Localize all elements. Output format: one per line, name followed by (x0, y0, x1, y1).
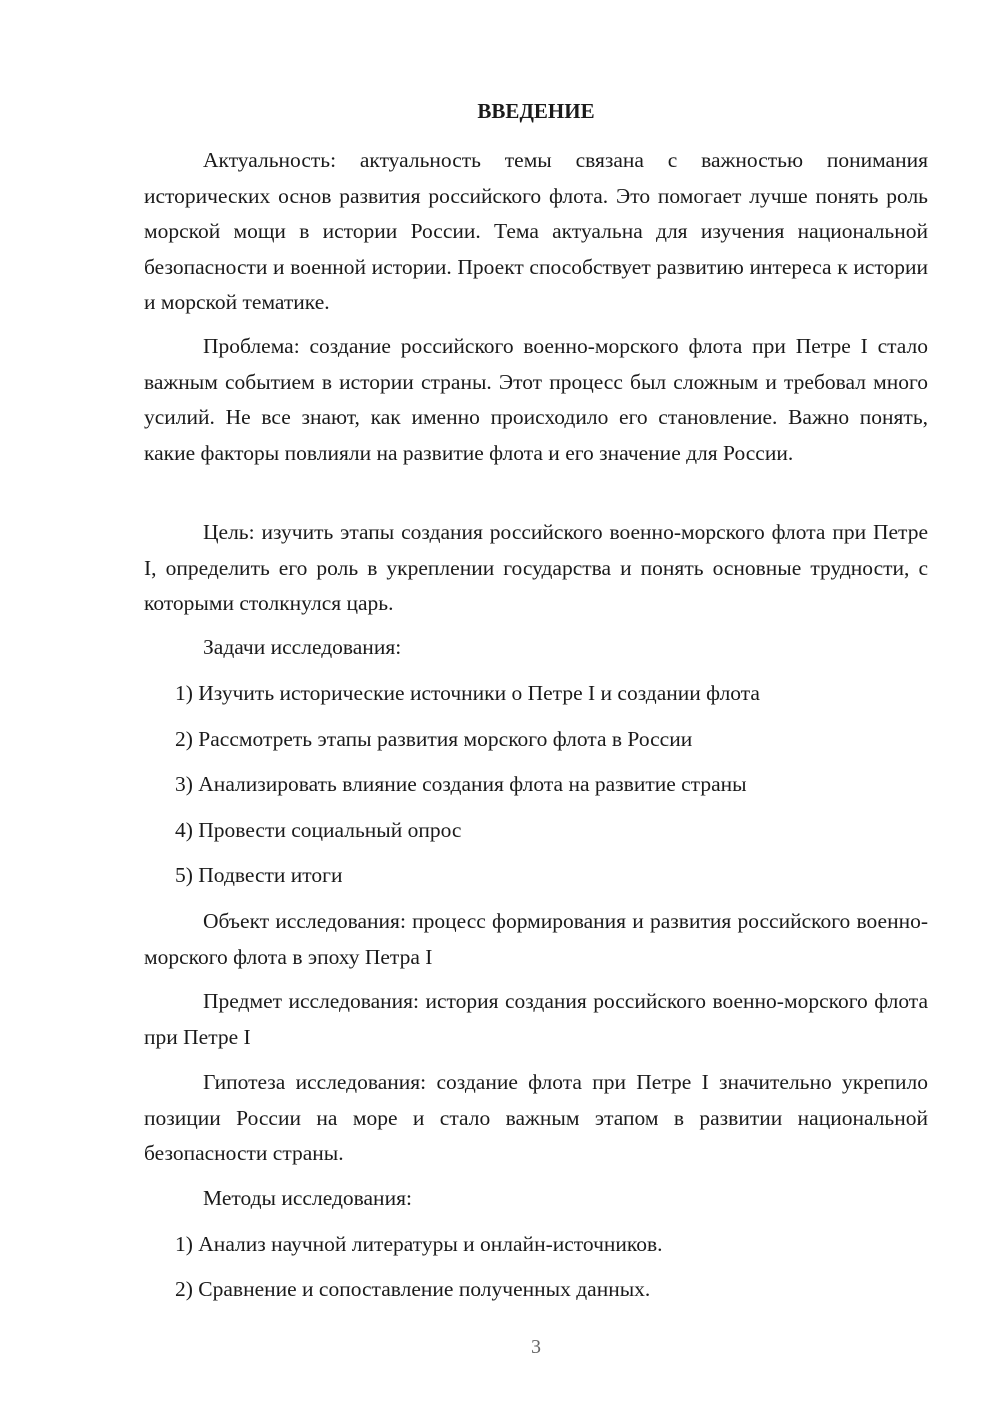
task-item-1: 1) Изучить исторические источники о Петре I и создании флота (175, 681, 760, 705)
hypothesis-paragraph: Гипотеза исследования: создание флота при Петре I значительно укрепило позиции России на море и стало важным этапом в развитии национальной безопасности страны. (144, 1070, 928, 1165)
method-item-2: 2) Сравнение и сопоставление полученных данных. (175, 1277, 651, 1301)
section-title: ВВЕДЕНИЕ (477, 99, 595, 123)
relevance-paragraph: Актуальность: актуальность темы связана с важностью понимания исторических основ развития российского флота. Это помогает лучше понять роль морской мощи в истории России. Тема актуальна для изучения национальной безопасности и военной истории. Проект способствует развитию интереса к истории и морской тематике. (144, 148, 928, 314)
object-paragraph: Объект исследования: процесс формирования и развития российского военно-морского флота в эпоху Петра I (144, 909, 928, 969)
task-item-3: 3) Анализировать влияние создания флота на развитие страны (175, 772, 747, 796)
task-item-4: 4) Провести социальный опрос (175, 818, 462, 842)
page-number: 3 (531, 1336, 541, 1358)
task-item-2: 2) Рассмотреть этапы развития морского флота в России (175, 727, 693, 751)
task-item-5: 5) Подвести итоги (175, 863, 343, 887)
subject-paragraph: Предмет исследования: история создания российского военно-морского флота при Петре I (144, 989, 928, 1049)
problem-paragraph: Проблема: создание российского военно-морского флота при Петре I стало важным событием в истории страны. Этот процесс был сложным и требовал много усилий. Не все знают, как именно происходило его становление. Важно понять, какие факторы повлияли на развитие флота и его значение для России. (144, 334, 928, 465)
tasks-heading: Задачи исследования: (203, 635, 402, 659)
goal-paragraph: Цель: изучить этапы создания российского военно-морского флота при Петре I, определить его роль в укреплении государства и понять основные трудности, с которыми столкнулся царь. (144, 520, 928, 615)
methods-heading: Методы исследования: (203, 1186, 412, 1210)
method-item-1: 1) Анализ научной литературы и онлайн-источников. (175, 1232, 663, 1256)
